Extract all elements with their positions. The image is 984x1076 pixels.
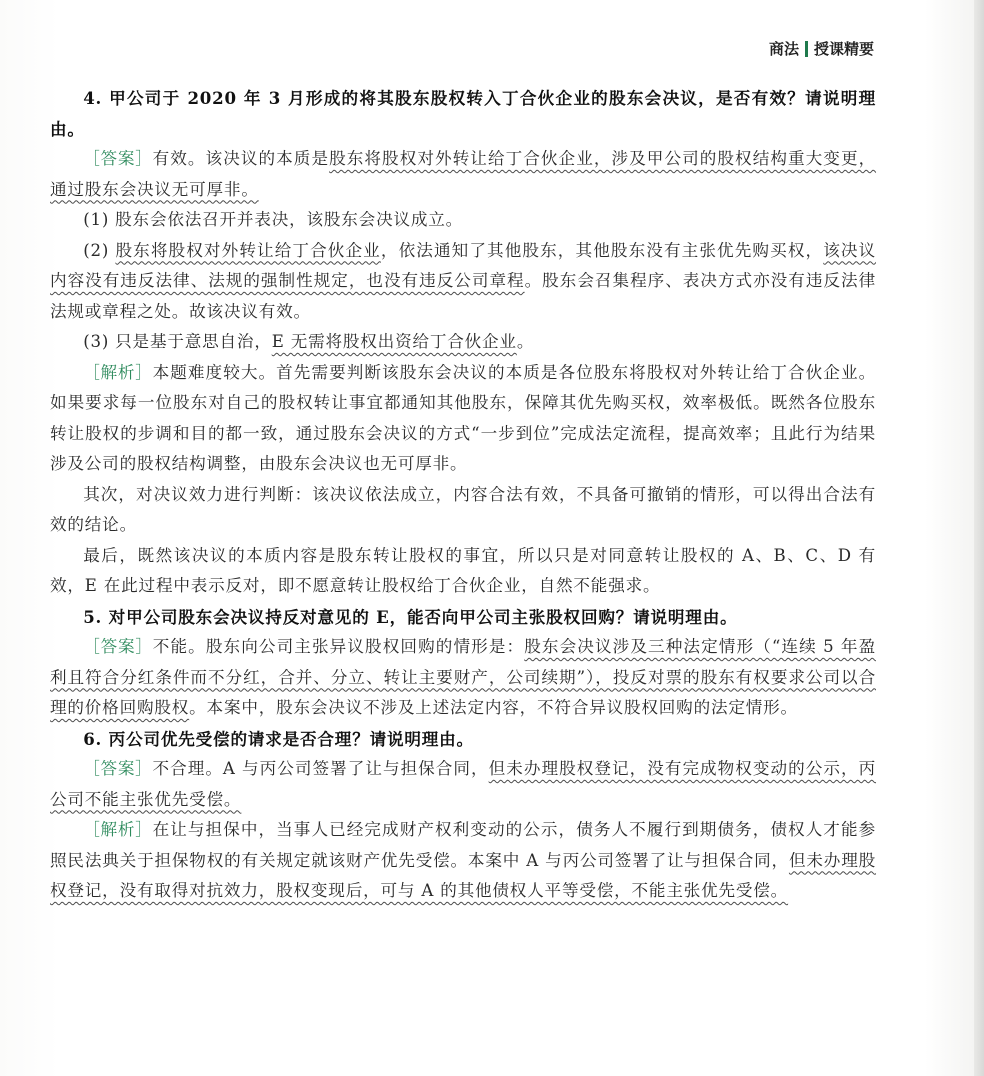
q5-answer [50,632,876,724]
book-spine [974,0,984,1076]
q4-analysis [50,358,876,480]
header-subject: 商法 [768,40,799,58]
q5-answer-underlined: 股东会决议涉及三种法定情形（“连续 5 年盈利且符合分红条件而不分红，合并、分立、转让主要财产，公司续期”），投反对票的股东有权要求公司以合理的价格回购股权 [50,637,876,717]
q4-analysis-3: 最后，既然该决议的本质内容是股东转让股权的事宜，所以只是对同意转让股权的 A、B、C、D 有效，E 在此过程中表示反对，即不愿意转让股权给丁合伙企业，自然不能强求。 [50,545,876,595]
q6-answer-underlined: 但未办理股权登记，没有完成物权变动的公示，丙公司不能主张优先受偿。 [50,759,877,809]
question-4: 4. 甲公司于 2020 年 3 月形成的将其股东股权转入丁合伙企业的股东会决议，是否有效？请说明理由。 [50,88,876,139]
q4-point-3-text: (3) 只是基于意思自治， [83,332,272,351]
q6-analysis-text: 在让与担保中，当事人已经完成财产权利变动的公示，债务人不履行到期债务，债权人才能参照民法典关于担保物权的有关规定就该财产优先受偿。本案中 A 与丙公司签署了让与担保合同， [50,820,876,870]
q5-answer-text: 不能。股东向公司主张异议股权回购的情形是： [152,637,525,656]
q4-point-2-underlined-2: 该决议内容没有违反法律、法规的强制性规定，也没有违反公司章程 [50,240,876,290]
q4-point-2 [50,236,876,328]
q4-analysis-text: 本题难度较大。首先需要判断该股东会决议的本质是各位股东将股权对外转让给丁合伙企业。如果要求每一位股东对自己的股权转让事宜都通知其他股东，保障其优先购买权，效率极低。既然各位股东转让股权的步调和目的都一致，通过股东会决议的方式“一步到位”完成法定流程，提高效率；且此行为结果涉及公司的股权结构调整，由股东会决议也无可厚非。 [50,362,876,473]
q5-answer-text-2: 。本案中，股东会决议不涉及上述法定内容，不符合异议股权回购的法定情形。 [189,698,798,717]
q4-answer [50,144,876,205]
q6-answer-text: 不合理。A 与丙公司签署了让与担保合同， [152,759,489,778]
q4-answer-underlined: 股东将股权对外转让给丁合伙企业，涉及甲公司的股权结构重大变更，通过股东会决议无可厚非。 [50,149,877,199]
header-divider [805,41,808,57]
page-body [50,83,876,907]
q4-analysis-2: 其次，对决议效力进行判断：该决议依法成立，内容合法有效，不具备可撤销的情形，可以得出合法有效的结论。 [50,484,876,534]
answer-tag: ［答案］ [83,149,153,168]
q6-analysis [50,815,876,907]
analysis-tag: ［解析］ [83,362,153,382]
q4-point-3 [50,327,876,358]
q4-point-1: (1) 股东会依法召开并表决，该股东会决议成立。 [83,210,464,229]
q4-point-2-text-2: 。股东会召集程序、表决方式亦没有违反法律法规或章程之处。故该决议有效。 [50,271,876,321]
running-header [769,38,874,59]
question-5: 5. 对甲公司股东会决议持反对意见的 E，能否向甲公司主张股权回购？请说明理由。 [83,606,738,627]
q6-answer [50,754,876,815]
answer-tag: ［答案］ [83,759,153,778]
q4-point-2-underlined-1: 股东将股权对外转让给丁合伙企业 [115,240,381,260]
analysis-tag: ［解析］ [83,820,153,839]
q6-analysis-underlined: 但未办理股权登记，没有取得对抗效力，股权变现后，可与 A 的其他债权人平等受偿，不能主张优先受偿。 [50,850,877,900]
q4-point-2-num: (2) [83,240,116,260]
q4-point-3-underlined: E 无需将股权出资给丁合伙企业 [271,332,517,351]
question-6: 6. 丙公司优先受偿的请求是否合理？请说明理由。 [83,728,474,749]
answer-tag: ［答案］ [83,637,153,656]
q4-answer-text: 有效。该决议的本质是 [152,149,330,168]
header-section: 授课精要 [813,40,874,58]
q4-point-2-text-1: ，依法通知了其他股东，其他股东没有主张优先购买权， [380,240,824,260]
q4-point-3-end: 。 [516,332,535,351]
